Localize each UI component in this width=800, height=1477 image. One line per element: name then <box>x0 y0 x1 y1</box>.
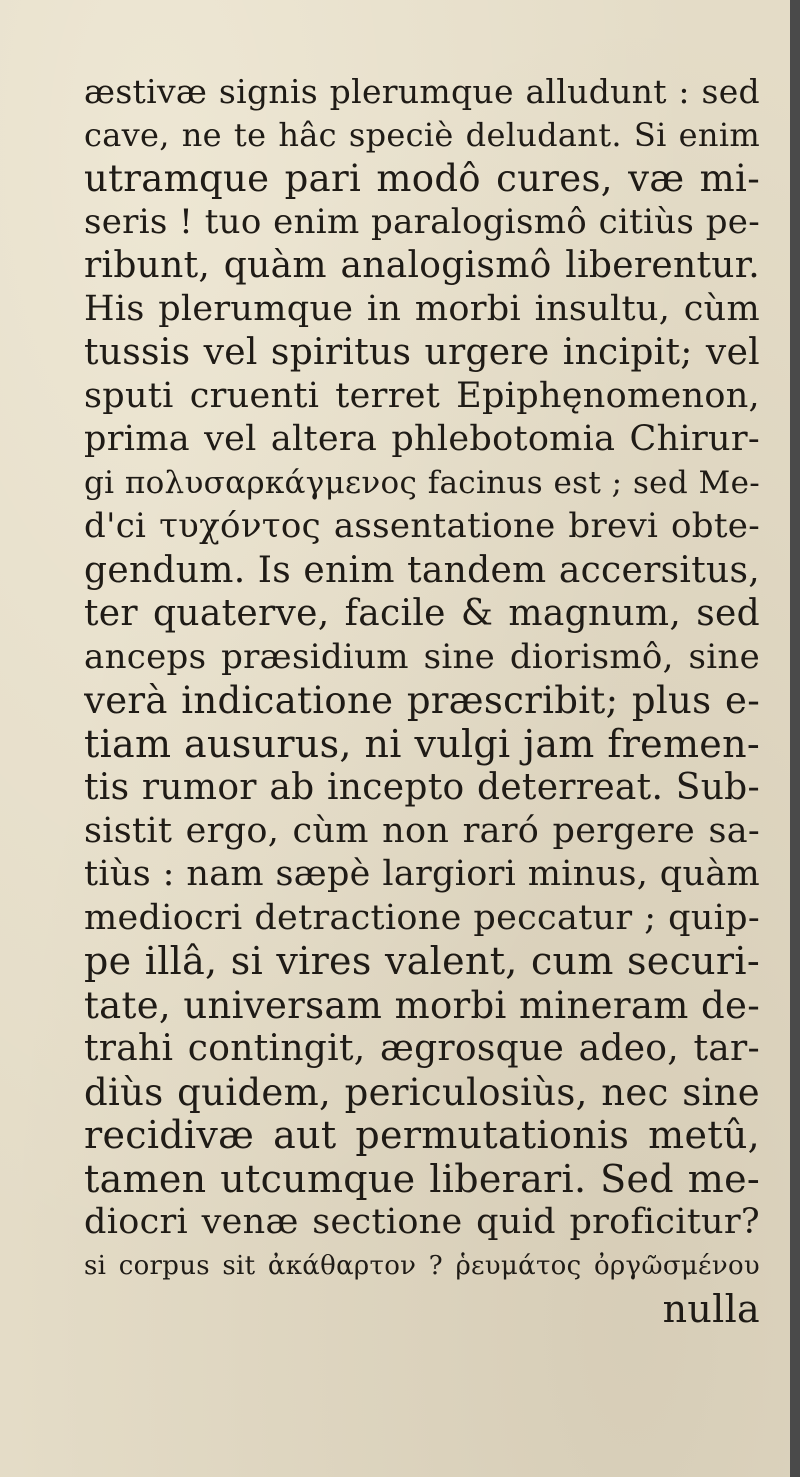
page-edge-shadow <box>790 0 800 1477</box>
text-line: tussis vel spiritus urgere incipit; vel <box>84 332 760 373</box>
text-line: si corpus sit ἀκάθαρτον ? ῥευμάτος ὀργῶσμένου <box>84 1250 760 1281</box>
text-line: verà indicatione præscribit; plus e- <box>84 679 760 722</box>
text-line: tate, universam morbi mineram de- <box>84 983 760 1027</box>
text-line: tamen utcumque liberari. Sed me- <box>84 1157 760 1201</box>
text-line: prima vel altera phlebotomia Chirur- <box>84 419 760 459</box>
text-line: æstivæ signis plerumque alludunt : sed <box>84 72 760 111</box>
text-line: sputi cruenti terret Epiphęnomenon, <box>84 375 760 416</box>
text-line: d'ci τυχόντος assentatione brevi obte- <box>84 506 760 546</box>
text-line: gendum. Is enim tandem accersitus, <box>84 549 760 591</box>
text-line: tiùs : nam sæpè largiori minus, quàm <box>84 854 760 894</box>
text-line: tis rumor ab incepto deterreat. Sub- <box>84 767 760 808</box>
text-line: ter quaterve, facile & magnum, sed <box>84 593 760 634</box>
text-line: mediocri detractione peccatur ; quip- <box>84 897 760 938</box>
text-line: cave, ne te hâc speciè deludant. Si enim <box>84 115 760 154</box>
text-line: tiam ausurus, ni vulgi jam fremen- <box>84 722 760 766</box>
text-line: anceps præsidium sine diorismô, sine <box>84 636 760 677</box>
text-line: utramque pari modô cures, væ mi- <box>84 157 760 200</box>
text-line: recidivæ aut permutationis metû, <box>84 1114 760 1157</box>
text-line: diocri venæ sectione quid proficitur? <box>84 1202 760 1242</box>
text-line: trahi contingit, ægrosque adeo, tar- <box>84 1028 760 1069</box>
text-line: diùs quidem, periculosiùs, nec sine <box>84 1070 760 1114</box>
text-line: sistit ergo, cùm non raró pergere sa- <box>84 810 760 851</box>
text-line: gi πολυσαρκάγμενος facinus est ; sed Me- <box>84 464 760 501</box>
page-text <box>84 70 760 1332</box>
text-line: pe illâ, si vires valent, cum securi- <box>84 940 760 983</box>
text-line: ribunt, quàm analogismô liberentur. <box>84 245 760 286</box>
catchword: nulla <box>662 1288 760 1331</box>
text-line: seris ! tuo enim paralogismô citiùs pe- <box>84 201 760 242</box>
text-line: His plerumque in morbi insultu, cùm <box>84 288 760 329</box>
